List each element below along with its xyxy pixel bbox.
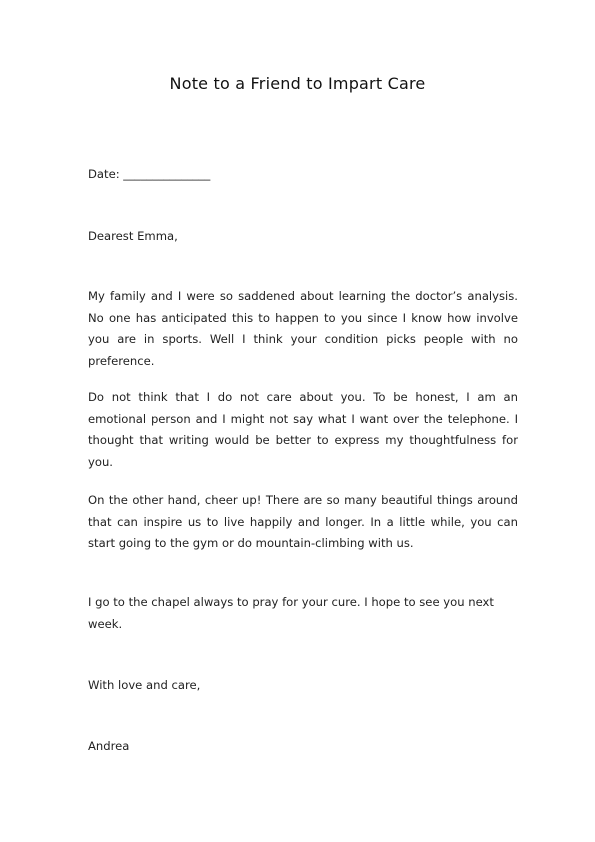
paragraph-1: My family and I were so saddened about learning the doctor’s analysis. No one has anticipated this to happen to you since I know how involve you are in sports. Well I think your condition picks people with no preference. bbox=[88, 289, 518, 368]
signature: Andrea bbox=[88, 739, 130, 753]
paragraph-4: I go to the chapel always to pray for your cure. I hope to see you next week. bbox=[88, 595, 494, 631]
paragraph-2: Do not think that I do not care about you. To be honest, I am an emotional person and I might not say what I want over the telephone. I thought that writing would be better to express my thoughtfulness for you. bbox=[88, 390, 518, 469]
salutation: Dearest Emma, bbox=[88, 229, 178, 243]
paragraph-3: On the other hand, cheer up! There are so many beautiful things around that can inspire us to live happily and longer. In a little while, you can start going to the gym or do mountain-climbing with us. bbox=[88, 493, 518, 550]
date-line: Date: _______________ bbox=[88, 167, 211, 181]
closing-line: With love and care, bbox=[88, 678, 201, 692]
document-title: Note to a Friend to Impart Care bbox=[169, 74, 426, 93]
